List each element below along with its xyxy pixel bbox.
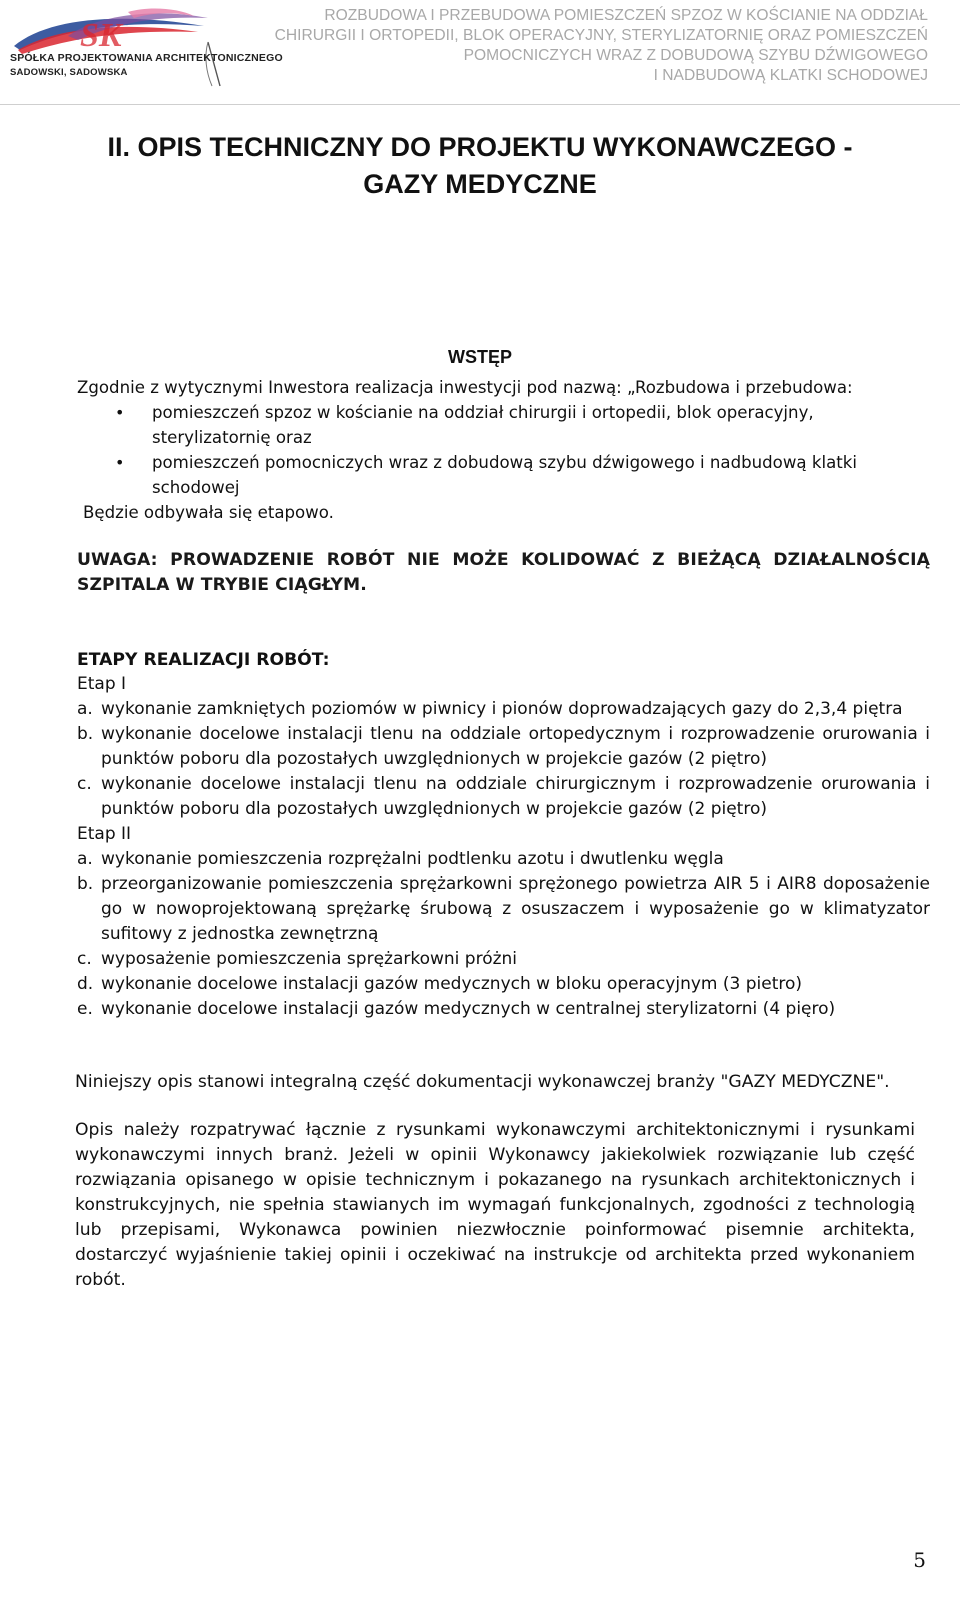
list-item-letter: e. [77,999,93,1019]
intro-after-text: Będzie odbywała się etapowo. [83,503,334,522]
document-title-line: GAZY MEDYCZNE [363,169,597,199]
page-header [0,0,960,106]
instructions-paragraph: Opis należy rozpatrywać łącznie z rysunkami wykonawczymi architektonicznymi i rysunkami wykonawczymi innych branż. Jeżeli w opinii Wykonawcy jakiekolwiek rozwiązanie lub część rozwiązania opisanego w opisie technicznym i pokazanego na rysunkach architektonicznych i konstrukcyjnych, nie spełnia stawianych im wymagań funkcjonalnych, zgodności z technologią lub przepisami, Wykonawca powinien niezwłocznie poinformować pisemnie architekta, dostarczyć wyjaśnienie takiej opinii i oczekiwać na instrukcje od architekta przed wykonaniem robót. [75,1120,915,1290]
stages-section [77,672,930,1022]
document-title [0,129,960,203]
list-item-text: wykonanie docelowe instalacji tlenu na oddziale chirurgicznym i rozprowadzenie orurowania i punktów poboru dla pozostałych uwzględnionych w projekcie gazów (2 piętro) [101,774,930,819]
list-item-letter: a. [77,849,93,869]
page-number: 5 [913,1548,926,1572]
logo-owners: SADOWSKI, SADOWSKA [10,67,128,78]
list-item [77,972,930,997]
list-item-letter: c. [77,774,92,794]
company-logo [8,6,283,98]
list-item [77,697,930,722]
section-heading-intro: WSTĘP [447,347,512,367]
list-item-letter: c. [77,949,92,969]
header-line: ROZBUDOWA I PRZEBUDOWA POMIESZCZEŃ SPZOZ W KOŚCIANIE NA ODDZIAŁ [324,7,928,24]
stage-label: Etap II [77,824,132,844]
header-line: I NADBUDOWĄ KLATKI SCHODOWEJ [653,67,928,84]
stage-label: Etap I [77,674,127,694]
list-item [77,872,930,947]
list-item [77,947,930,972]
list-item [77,772,930,822]
list-item-text: wykonanie docelowe instalacji gazów medycznych w centralnej sterylizatorni (4 pięro) [101,999,836,1019]
list-item: • pomieszczeń pomocniczych wraz z dobudową szybu dźwigowego i nadbudową klatki schodowej [77,450,930,500]
list-item-letter: b. [77,874,94,894]
list-item [77,997,930,1022]
section-heading-stages: ETAPY REALIZACJI ROBÓT: [77,650,330,670]
list-item-text: wykonanie zamkniętych poziomów w piwnicy i pionów doprowadzających gazy do 2,3,4 piętra [101,699,903,719]
warning-notice: UWAGA: PROWADZENIE ROBÓT NIE MOŻE KOLIDOWAĆ Z BIEŻĄCĄ DZIAŁALNOŚCIĄ SZPITALA W TRYBIE CIĄGŁYM. [77,550,930,595]
document-title-line: II. OPIS TECHNICZNY DO PROJEKTU WYKONAWCZEGO - [107,132,853,162]
header-line: CHIRURGII I ORTOPEDII, BLOK OPERACYJNY, STERYLIZATORNIĘ ORAZ POMIESZCZEŃ [274,27,928,44]
header-line: POMOCNICZYCH WRAZ Z DOBUDOWĄ SZYBU DŹWIGOWEGO [463,47,928,64]
intro-section [77,375,930,525]
list-item-text: przeorganizowanie pomieszczenia sprężarkowni sprężonego powietrza AIR 5 i AIR8 doposażenie go w nowoprojektowaną sprężarkę śrubową z osuszaczem i wyposażenie go w klimatyzator sufitowy z jednostka zewnętrzną [101,874,930,944]
integral-part-paragraph: Niniejszy opis stanowi integralną część dokumentacji wykonawczej branży "GAZY MEDYCZNE". [75,1072,890,1092]
list-item: • pomieszczeń spzoz w kościanie na oddział chirurgii i ortopedii, blok operacyjny, sterylizatornię oraz [77,400,930,450]
list-item-letter: d. [77,974,94,994]
list-item [77,847,930,872]
list-item-text: wykonanie docelowe instalacji tlenu na oddziale ortopedycznym i rozprowadzenie orurowania i punktów poboru dla pozostałych uwzględnionych w projekcie gazów (2 piętro) [101,724,930,769]
list-item-text: wykonanie docelowe instalacji gazów medycznych w bloku operacyjnym (3 pietro) [101,974,803,994]
header-divider [0,104,960,105]
list-item-letter: b. [77,724,94,744]
project-title-header [248,6,928,86]
list-item [77,722,930,772]
intro-bullet-list [77,400,930,500]
logo-company-name: SPÓŁKA PROJEKTOWANIA ARCHITEKTONICZNEGO [10,52,283,64]
intro-lead: Zgodnie z wytycznymi Inwestora realizacja inwestycji pod nazwą: „Rozbudowa i przebudowa: [77,378,853,397]
logo-initials: SK [80,17,122,54]
list-item-letter: a. [77,699,93,719]
list-item-text: wykonanie pomieszczenia rozprężalni podtlenku azotu i dwutlenku węgla [101,849,724,869]
list-item-text: wyposażenie pomieszczenia sprężarkowni próżni [101,949,518,969]
